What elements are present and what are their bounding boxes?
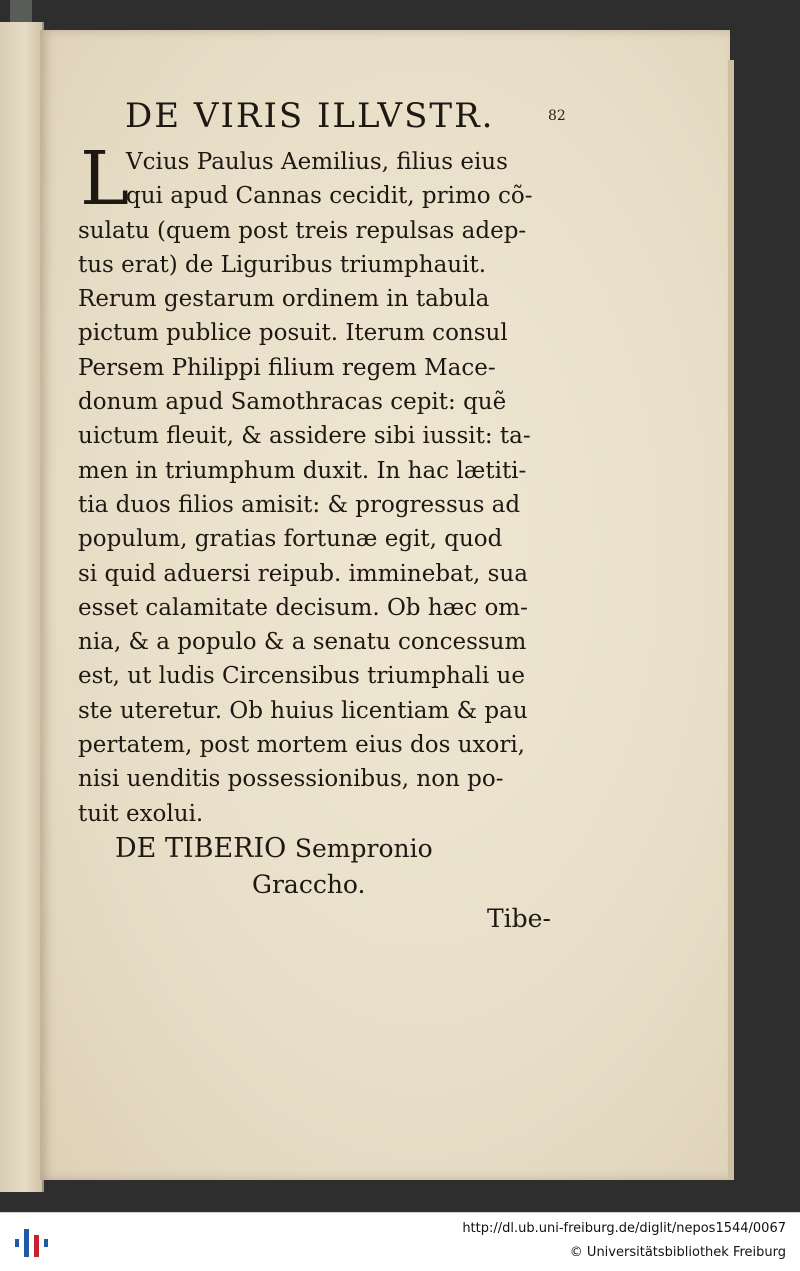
- text-line: sulatu (quem post treis repulsas adep-: [78, 217, 527, 244]
- text-line: ste uteretur. Ob huius licentiam & pau: [78, 697, 528, 724]
- text-line: pertatem, post mortem eius dos uxori,: [78, 732, 525, 759]
- facing-page-edge: [0, 22, 44, 1192]
- library-logo-icon: [12, 1225, 52, 1261]
- footer-bar: [0, 1212, 800, 1271]
- text-line: esset calamitate decisum. Ob hæc om-: [78, 594, 528, 621]
- page-fore-edge: [728, 60, 734, 1180]
- text-line: donum apud Samothracas cepit: quẽ: [78, 389, 507, 416]
- drop-cap: L: [80, 136, 130, 222]
- permalink-url[interactable]: http://dl.ub.uni-freiburg.de/diglit/nepos1544/0067: [462, 1221, 786, 1236]
- text-line: tuit exolui.: [78, 800, 204, 827]
- body-text: [78, 145, 598, 831]
- text-line: tus erat) de Liguribus triumphauit.: [78, 251, 487, 278]
- text-line: uictum fleuit, & assidere sibi iussit: ta-: [78, 423, 531, 450]
- text-line: Rerum gestarum ordinem in tabula: [78, 286, 490, 313]
- section-heading-caps: DE TIBERIO: [115, 833, 287, 864]
- text-line: Persem Philippi filium regem Mace-: [78, 354, 496, 381]
- section-heading: [115, 833, 433, 864]
- section-heading-rest: Sempronio: [294, 834, 433, 863]
- text-line: est, ut ludis Circensibus triumphali ue: [78, 663, 525, 690]
- running-title: DE VIRIS ILLVSTR.: [125, 96, 495, 136]
- page-mark: 82: [548, 108, 566, 124]
- text-line: tia duos filios amisit: & progressus ad: [78, 491, 521, 518]
- text-line: pictum publice posuit. Iterum consul: [78, 320, 508, 347]
- text-line: nia, & a populo & a senatu concessum: [78, 629, 527, 656]
- text-line: qui apud Cannas cecidit, primo cõ-: [126, 183, 533, 210]
- text-line: Vcius Paulus Aemilius, filius eius: [126, 149, 508, 175]
- text-line: men in triumphum duxit. In hac lætiti-: [78, 457, 527, 484]
- section-heading-line2: Graccho.: [252, 870, 366, 899]
- binding-clip: [10, 0, 32, 22]
- catchword: Tibe-: [487, 904, 551, 933]
- text-line: nisi uenditis possessionibus, non po-: [78, 766, 504, 793]
- copyright-text: © Universitätsbibliothek Freiburg: [569, 1245, 786, 1260]
- text-line: populum, gratias fortunæ egit, quod: [78, 526, 503, 553]
- text-line: si quid aduersi reipub. imminebat, sua: [78, 560, 528, 587]
